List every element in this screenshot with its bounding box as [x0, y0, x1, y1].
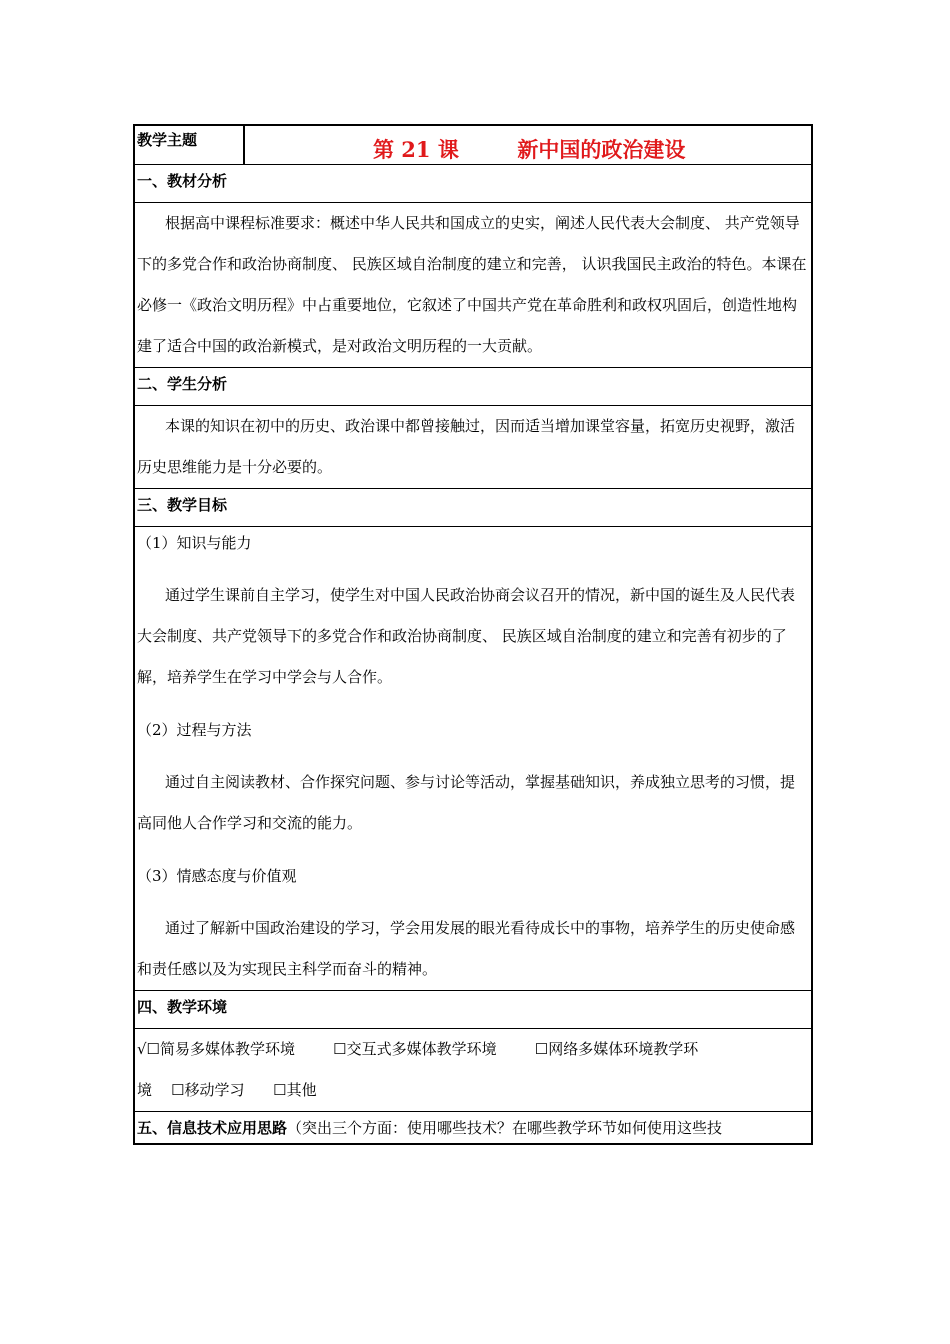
goal-knowledge-title: （1）知识与能力	[137, 534, 252, 552]
goal-process-title: （2）过程与方法	[137, 721, 252, 739]
lesson-plan-table	[133, 124, 813, 1145]
textbook-analysis-text: 根据高中课程标准要求：概述中华人民共和国成立的史实，阐述人民代表大会制度、 共产党领导下的多党合作和政治协商制度、 民族区域自治制度的建立和完善， 认识我国民主政治的特色。本课在必修一《政治文明历程》中占重要地位，它叙述了中国共产党在革命胜利和政权巩固后，创造性地构建了适合中国的政治新模式，是对政治文明历程的一大贡献。	[137, 214, 807, 355]
it-application-title: 五、信息技术应用思路	[137, 1119, 288, 1137]
option-simple-multimedia[interactable]: √☐简易多媒体教学环境	[137, 1040, 296, 1058]
option-network-multimedia-cont: 境	[137, 1081, 153, 1099]
environment-options	[135, 1029, 811, 1111]
section-body-students	[133, 405, 813, 488]
section-heading-environment: 四、教学环境	[133, 990, 813, 1028]
topic-label: 教学主题	[135, 126, 245, 164]
option-other[interactable]: ☐其他	[273, 1081, 317, 1099]
option-network-multimedia[interactable]: ☐网络多媒体环境教学环	[534, 1040, 699, 1058]
it-application-note: （突出三个方面：使用哪些技术？在哪些教学环节如何使用这些技	[287, 1119, 723, 1137]
goal-emotion-text: 通过了解新中国政治建设的学习，学会用发展的眼光看待成长中的事物，培养学生的历史使命感和责任感以及为实现民主科学而奋斗的精神。	[137, 919, 796, 978]
goal-emotion-title: （3）情感态度与价值观	[137, 867, 297, 885]
section-body-environment	[133, 1028, 813, 1111]
title-row	[133, 124, 813, 164]
section-heading-students: 二、学生分析	[133, 367, 813, 405]
option-mobile-learning[interactable]: ☐移动学习	[171, 1081, 245, 1099]
section-body-textbook	[133, 202, 813, 367]
student-analysis-text: 本课的知识在初中的历史、政治课中都曾接触过，因而适当增加课堂容量，拓宽历史视野，激活历史思维能力是十分必要的。	[137, 417, 796, 476]
section-heading-goals: 三、教学目标	[133, 488, 813, 526]
section-heading-textbook: 一、教材分析	[133, 164, 813, 202]
option-interactive-multimedia[interactable]: ☐交互式多媒体教学环境	[333, 1040, 497, 1058]
goal-knowledge-text: 通过学生课前自主学习，使学生对中国人民政治协商会议召开的情况，新中国的诞生及人民代表大会制度、共产党领导下的多党合作和政治协商制度、 民族区域自治制度的建立和完善有初步的了解，培养学生在学习中学会与人合作。	[137, 586, 796, 686]
section-body-goals	[133, 526, 813, 990]
section-heading-it-application	[133, 1111, 813, 1145]
goal-process-text: 通过自主阅读教材、合作探究问题、参与讨论等活动，掌握基础知识，养成独立思考的习惯，提高同他人合作学习和交流的能力。	[137, 773, 796, 832]
lesson-title: 第 21 课 新中国的政治建设	[373, 137, 686, 162]
